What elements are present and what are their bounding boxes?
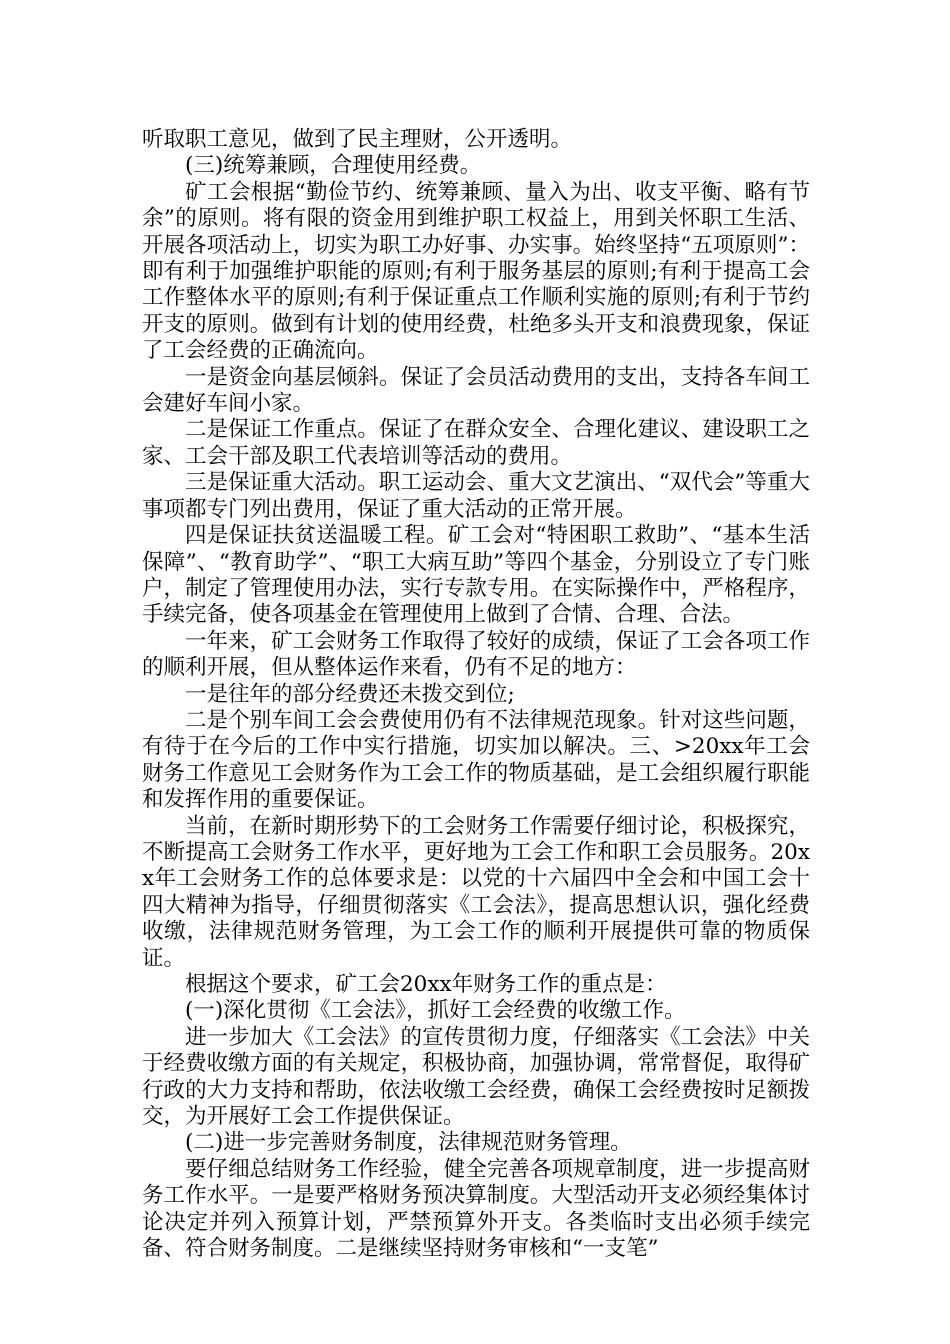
paragraph: 根据这个要求，矿工会20xx年财务工作的重点是： <box>185 972 667 997</box>
document-body <box>142 127 810 1262</box>
paragraph: 进一步加大《工会法》的宣传贯彻力度，仔细落实《工会法》中关于经费收缴方面的有关规定，积极协商，加强协调，常常督促，取得矿行政的大力支持和帮助，依法收缴工会经费，确保工会经费按时足额拨交，为开展好工会工作提供保证。 <box>142 1024 810 1130</box>
paragraph: 一是资金向基层倾斜。保证了会员活动费用的支出，支持各车间工会建好车间小家。 <box>142 364 810 417</box>
paragraph: 三是保证重大活动。职工运动会、重大文艺演出、“双代会”等重大事项都专门列出费用，保证了重大活动的正常开展。 <box>142 470 810 522</box>
paragraph: 矿工会根据“勤俭节约、统筹兼顾、量入为出、收支平衡、略有节余”的原则。将有限的资金用到维护职工权益上，用到关怀职工生活、开展各项活动上，切实为职工办好事、办实事。始终坚持“五项原则”：即有利于加强维护职能的原则;有利于服务基层的原则;有利于提高工会工作整体水平的原则;有利于保证重点工作顺利实施的原则;有利于节约开支的原则。做到有计划的使用经费，杜绝多头开支和浪费现象，保证了工会经费的正确流向。 <box>142 179 810 364</box>
section-heading: (三)统筹兼顾，合理使用经费。 <box>185 153 482 179</box>
paragraph: 听取职工意见，做到了民主理财，公开透明。 <box>142 127 573 152</box>
paragraph: 二是保证工作重点。保证了在群众安全、合理化建议、建设职工之家、工会干部及职工代表培训等活动的费用。 <box>142 417 810 469</box>
paragraph: 一年来，矿工会财务工作取得了较好的成绩，保证了工会各项工作的顺利开展，但从整体运作来看，仍有不足的地方： <box>142 628 810 681</box>
paragraph: 当前，在新时期形势下的工会财务工作需要仔细讨论，积极探究，不断提高工会财务工作水平，更好地为工会工作和职工会员服务。20xx年工会财务工作的总体要求是：以党的十六届四中全会和中国工会十四大精神为指导，仔细贯彻落实《工会法》，提高思想认识，强化经费收缴，法律规范财务管理，为工会工作的顺利开展提供可靠的物质保证。 <box>142 813 810 971</box>
paragraph: 一是往年的部分经费还未拨交到位; <box>185 681 515 707</box>
paragraph: 四是保证扶贫送温暖工程。矿工会对“特困职工救助”、“基本生活保障”、“教育助学”、“职工大病互助”等四个基金，分别设立了专门账户，制定了管理使用办法，实行专款专用。在实际操作中，严格程序，手续完备，使各项基金在管理使用上做到了合情、合理、合法。 <box>142 523 810 628</box>
paragraph: 二是个别车间工会会费使用仍有不法律规范现象。针对这些问题，有待于在今后的工作中实行措施，切实加以解决。三、>20xx年工会财务工作意见工会财务作为工会工作的物质基础，是工会组织履行职能和发挥作用的重要保证。 <box>142 707 810 813</box>
section-heading: (二)进一步完善财务制度，法律规范财务管理。 <box>185 1130 632 1156</box>
section-heading: (一)深化贯彻《工会法》，抓好工会经费的收缴工作。 <box>185 998 686 1024</box>
paragraph: 要仔细总结财务工作经验，健全完善各项规章制度，进一步提高财务工作水平。一是要严格财务预决算制度。大型活动开支必须经集体讨论决定并列入预算计划，严禁预算外开支。各类临时支出必须手续完备、符合财务制度。二是继续坚持财务审核和“一支笔” <box>142 1156 810 1262</box>
